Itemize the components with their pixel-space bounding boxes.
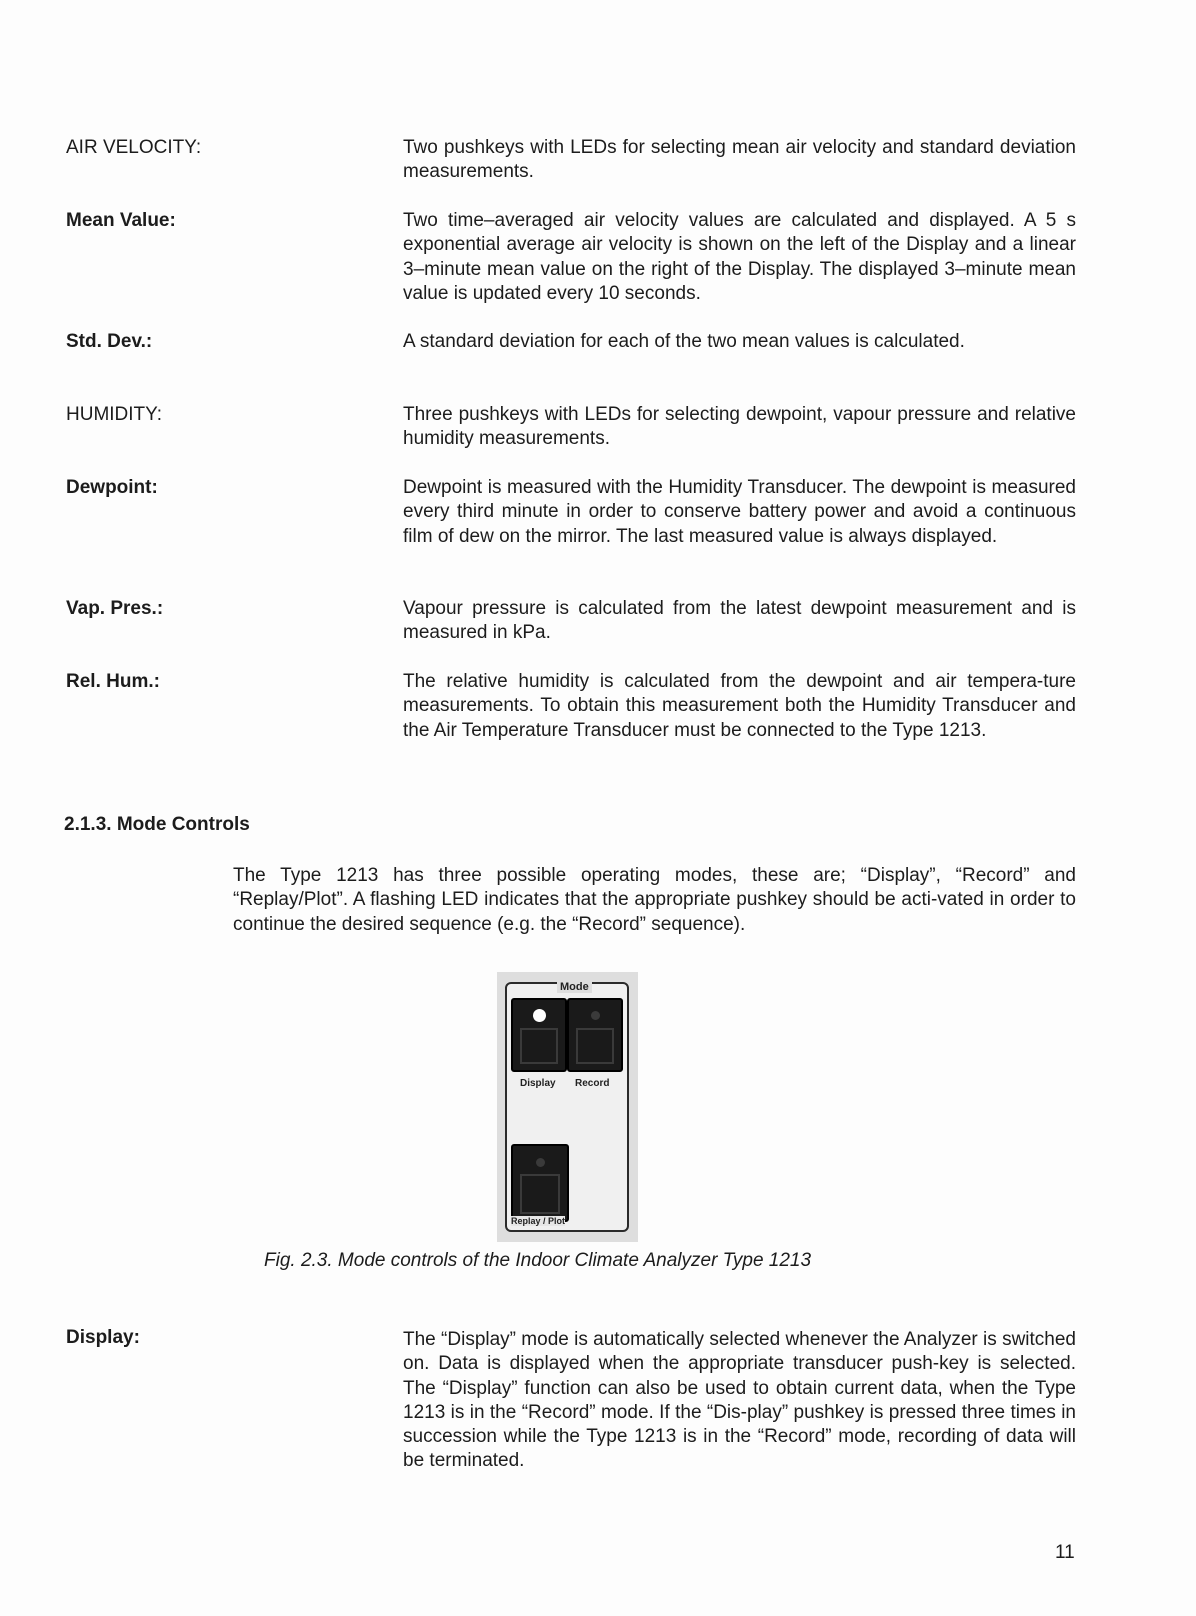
replay-plot-key (511, 1144, 569, 1222)
desc-rel-hum (403, 670, 1076, 743)
desc-humidity (403, 403, 1076, 452)
desc-vap-pres-text: Vapour pressure is calculated from the latest dewpoint measurement and is measured in kPa. (403, 598, 1076, 644)
label-replay-plot: Replay / Plot (511, 1216, 566, 1226)
desc-dewpoint-text: Dewpoint is measured with the Humidity Transducer. The dewpoint is measured every third minute in order to conserve battery power and avoid a continuous film of dew on the mirror. The last measured value is always displayed. (403, 477, 1076, 547)
mode-controls-figure (497, 972, 638, 1242)
term-dewpoint: Dewpoint: (66, 477, 158, 498)
section-heading: 2.1.3. Mode Controls (64, 814, 250, 835)
desc-std-dev (403, 330, 1076, 354)
replay-key-face (520, 1174, 560, 1214)
label-display: Display (520, 1078, 556, 1089)
term-display: Display: (66, 1327, 140, 1348)
term-mean-value: Mean Value: (66, 210, 176, 231)
term-vap-pres: Vap. Pres.: (66, 598, 164, 619)
display-key-face (520, 1028, 558, 1064)
page-number: 11 (1055, 1542, 1075, 1563)
desc-rel-hum-text: The relative humidity is calculated from the dewpoint and air tempera-ture measurements. To obtain this measurement both the Humidity Transducer and the Air Temperature Transducer must be connected to the Type 1213. (403, 671, 1076, 741)
term-humidity: HUMIDITY: (66, 404, 163, 425)
label-record: Record (575, 1078, 610, 1089)
figure-caption: Fig. 2.3. Mode controls of the Indoor Climate Analyzer Type 1213 (264, 1250, 812, 1271)
record-led-icon (591, 1011, 600, 1020)
replay-led-icon (536, 1158, 545, 1167)
panel-label-mode: Mode (557, 981, 592, 993)
term-rel-hum: Rel. Hum.: (66, 671, 160, 692)
mode-panel (505, 982, 629, 1232)
desc-vap-pres (403, 597, 1076, 646)
desc-std-dev-text: A standard deviation for each of the two mean values is calculated. (403, 331, 965, 352)
term-air-velocity: AIR VELOCITY: (66, 137, 202, 158)
record-key (567, 998, 623, 1072)
record-key-face (576, 1028, 614, 1064)
desc-display (403, 1328, 1076, 1474)
section-intro: The Type 1213 has three possible operating modes, these are; “Display”, “Record” and “Replay/Plot”. A flashing LED indicates that the appropriate pushkey should be acti-vated in order to continue the desired sequence (e.g. the “Record” sequence). (233, 865, 1076, 935)
desc-air-velocity-text: Two pushkeys with LEDs for selecting mean air velocity and standard deviation measurements. (403, 137, 1076, 183)
desc-display-text: The “Display” mode is automatically selected whenever the Analyzer is switched on. Data is displayed when the appropriate transducer push-key is selected. The “Display” function can also be used to obtain current data, when the Type 1213 is in the “Record” mode. If the “Dis-play” pushkey is pressed three times in succession while the Type 1213 is in the “Record” mode, recording of data will be terminated. (403, 1329, 1076, 1472)
desc-mean-value-text: Two time–averaged air velocity values are calculated and displayed. A 5 s exponential average air velocity is shown on the left of the Display and a linear 3–minute mean value on the right of the Display. The displayed 3–minute mean value is updated every 10 seconds. (403, 210, 1076, 304)
desc-mean-value (403, 209, 1076, 306)
term-std-dev: Std. Dev.: (66, 331, 153, 352)
desc-dewpoint (403, 476, 1076, 549)
display-key (511, 998, 567, 1072)
display-led-icon (533, 1009, 546, 1022)
desc-humidity-text: Three pushkeys with LEDs for selecting dewpoint, vapour pressure and relative humidity measurements. (403, 404, 1076, 450)
desc-air-velocity (403, 136, 1076, 185)
